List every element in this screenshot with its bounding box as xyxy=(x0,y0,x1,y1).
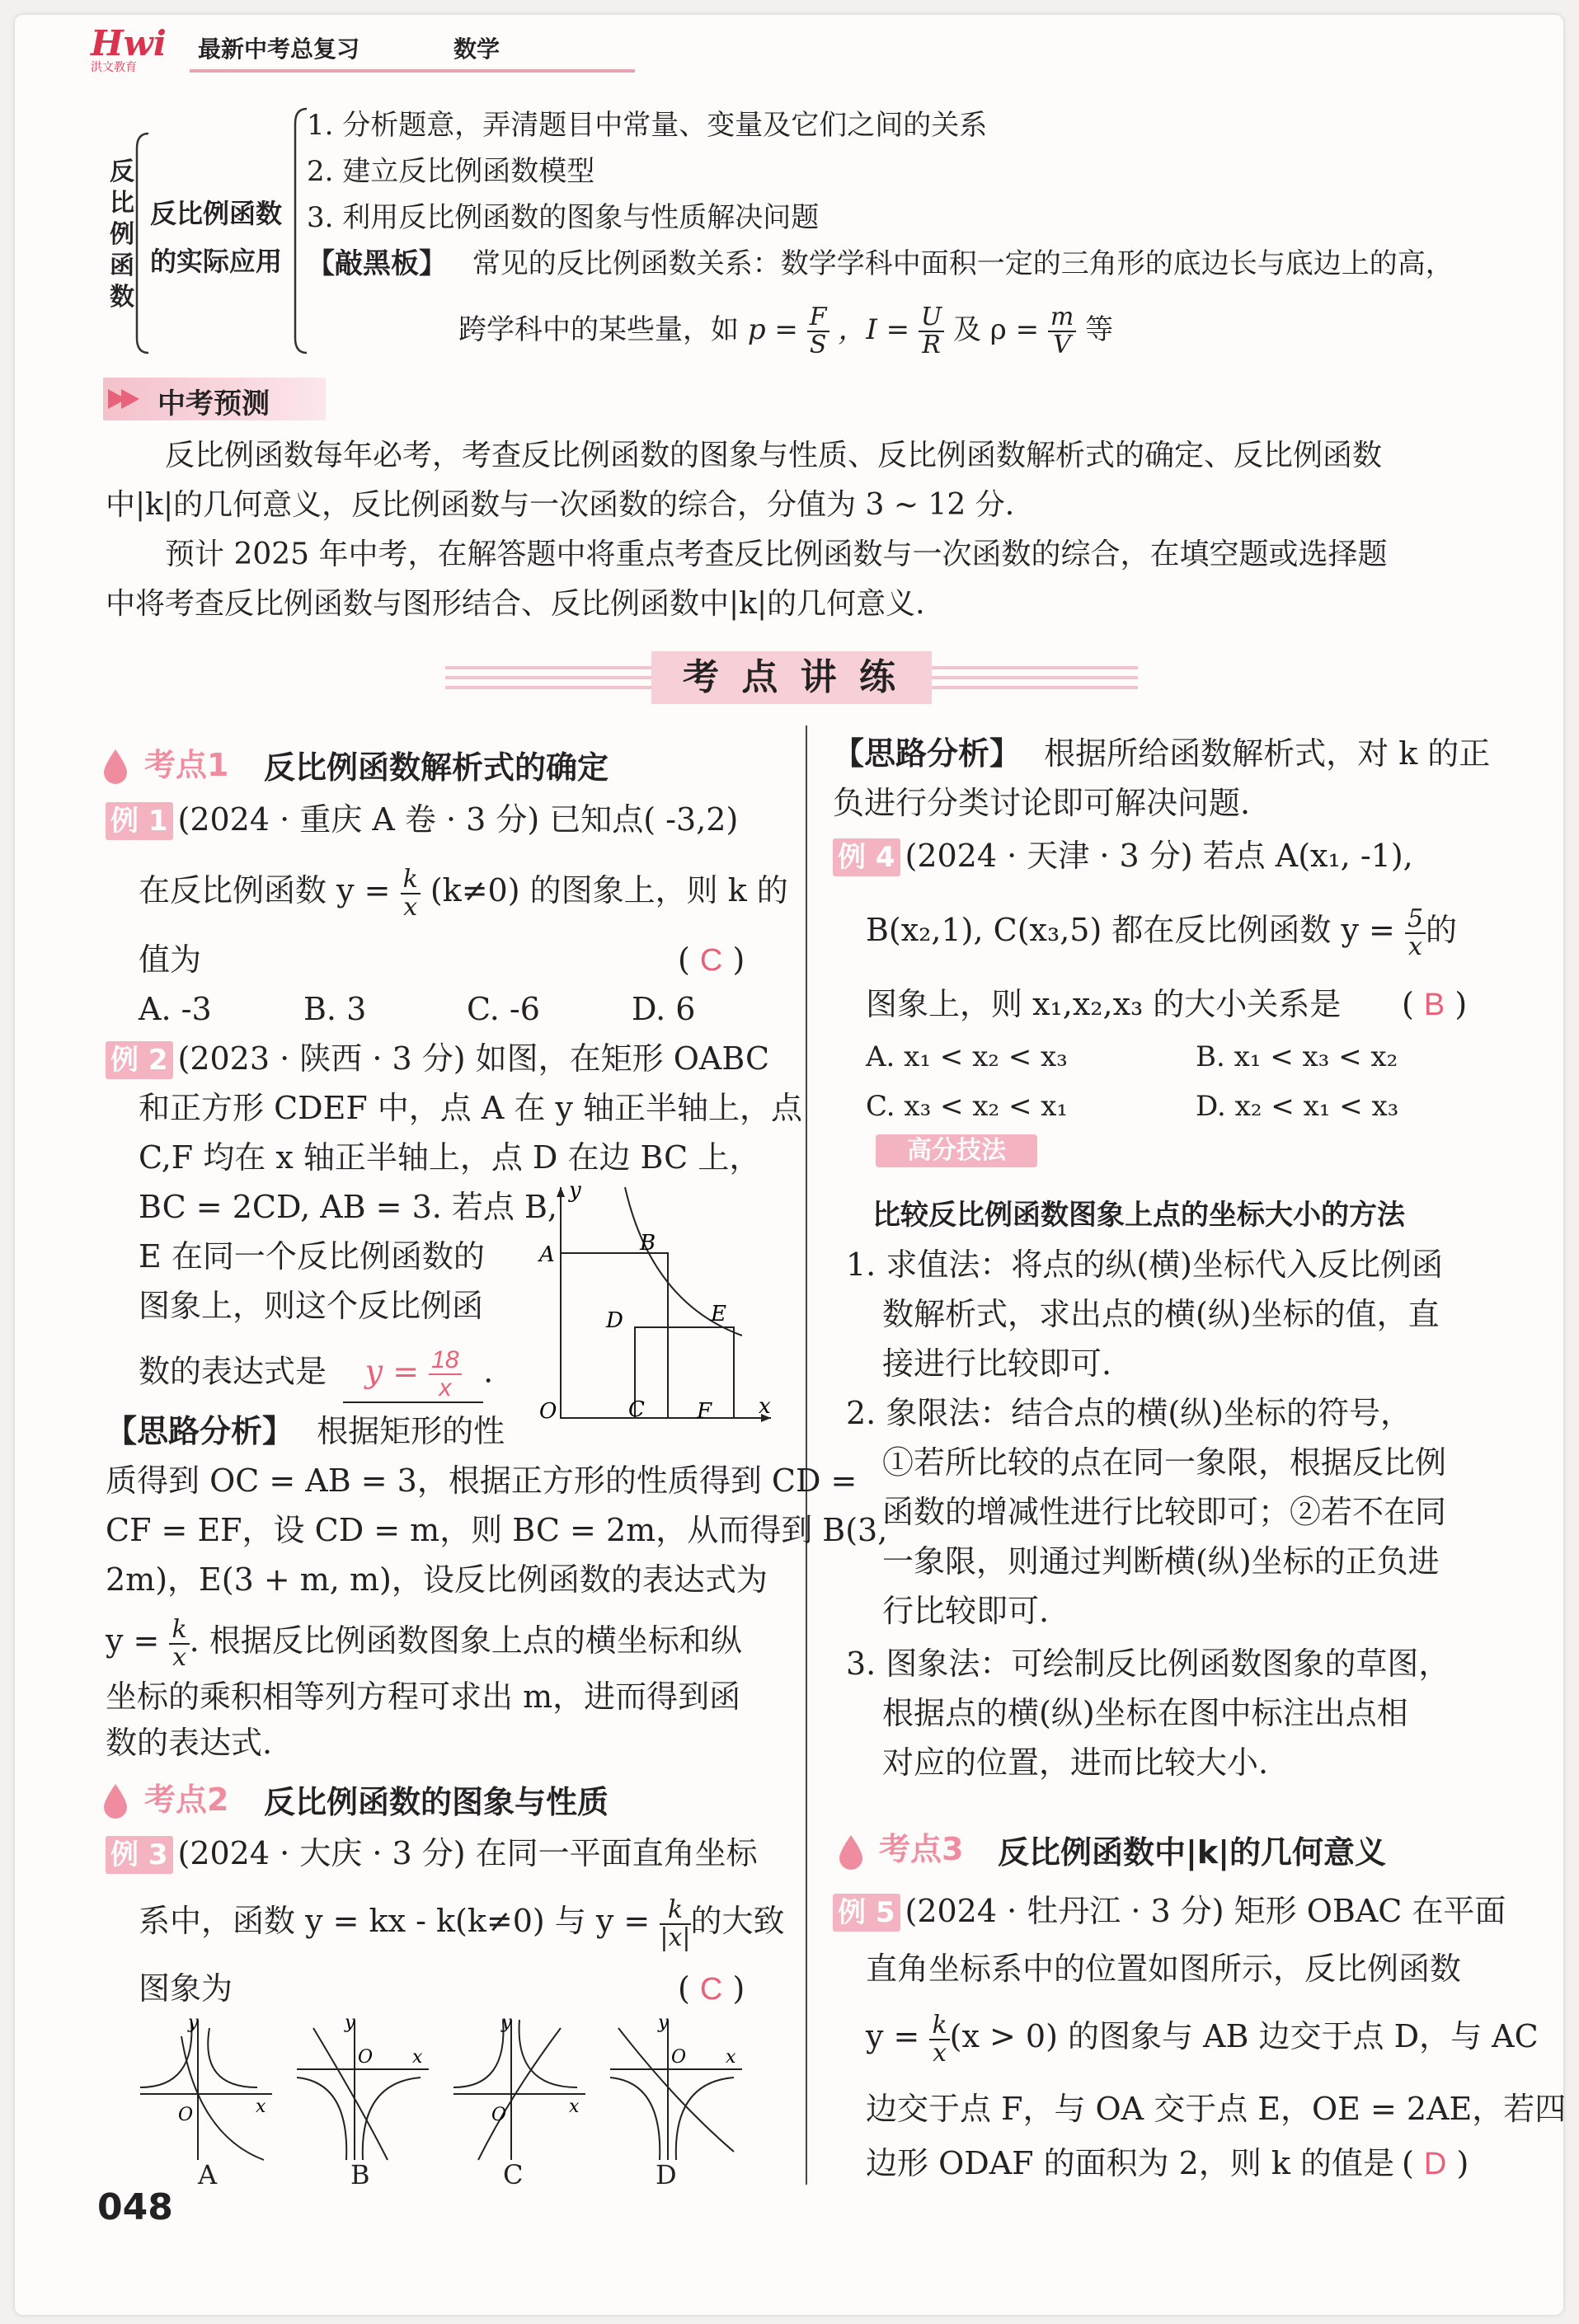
ex2-analysis-line7: 数的表达式. xyxy=(106,1725,273,1761)
axis-o-label: O xyxy=(358,2047,374,2068)
drop-icon xyxy=(834,1832,867,1873)
ex2-answer-frac: $\frac{18}{x}$ xyxy=(429,1347,461,1401)
column-divider xyxy=(806,725,807,2185)
label-A: A xyxy=(539,1242,555,1267)
tip2-line2: ①若所比较的点在同一象限，根据反比例 xyxy=(882,1444,1447,1481)
ex5-line3 xyxy=(866,2003,1539,2069)
ex3-answer: C xyxy=(699,1972,723,2007)
topic-line: 的实际应用 xyxy=(150,246,283,277)
formula-p: p = xyxy=(747,313,798,346)
page-number: 048 xyxy=(97,2186,173,2228)
label-x: x xyxy=(759,1394,771,1419)
ex3-text: 系中，函数 y = kx - k(k≠0) 与 y = xyxy=(139,1903,651,1939)
axis-x-label: x xyxy=(412,2047,423,2068)
ex3-text: (2024 · 大庆 · 3 分) 在同一平面直角坐标 xyxy=(177,1835,758,1871)
ex1-frac: $\frac{k}{x}$ xyxy=(401,866,421,921)
ex4-text: 的 xyxy=(1426,912,1458,948)
ex5-line5: 边形 ODAF 的面积为 2，则 k 的值是 xyxy=(866,2145,1395,2181)
drop-icon xyxy=(99,746,132,787)
tip2-line3: 函数的增减性进行比较即可；②若不在同 xyxy=(882,1494,1447,1530)
ex4-option-a: A. x₁ < x₂ < x₃ xyxy=(866,1040,1068,1073)
ex1-option-c: C. -6 xyxy=(467,991,540,1027)
ex5-line1 xyxy=(833,1888,1506,1934)
ex2-line7: 数的表达式是 y = $\frac{18}{x}$ . xyxy=(139,1346,494,1401)
ex3-label-D: D xyxy=(656,2159,677,2190)
ex3-text: 的大致 xyxy=(690,1903,785,1939)
ex4-option-c: C. x₃ < x₂ < x₁ xyxy=(866,1090,1069,1123)
outline-brace-left xyxy=(132,132,152,354)
axis-y-label: y xyxy=(501,2012,512,2033)
side-char: 例 xyxy=(110,220,134,249)
ex2-line4: BC = 2CD, AB = 3. 若点 B, xyxy=(139,1189,558,1225)
ex2-answer-blank xyxy=(343,1347,483,1403)
graph-C xyxy=(453,2012,585,2160)
ex3-analysis-line2: 负进行分类讨论即可解决问题. xyxy=(833,785,1251,821)
ex4-text: (2024 · 天津 · 3 分) 若点 A(x₁, -1), xyxy=(905,838,1413,874)
y-axis-arrow xyxy=(557,1187,565,1197)
blackboard-formula-line xyxy=(458,297,1113,363)
tip3-line1: 3. 图象法：可绘制反比例函数图象的草图， xyxy=(846,1646,1450,1682)
section-title-band xyxy=(445,658,1138,701)
label-y: y xyxy=(569,1179,581,1203)
ex5-line2: 直角坐标系中的位置如图所示，反比例函数 xyxy=(866,1951,1462,1987)
formula-i-frac: $\frac{U}{R}$ xyxy=(919,304,944,359)
ex3-analysis-line1 xyxy=(833,730,1490,777)
forecast-p1-l1: 反比例函数每年必考，考查反比例函数的图象与性质、反比例函数解析式的确定、反比例函数 xyxy=(165,439,1383,472)
forecast-p2-l2: 中将考查反比例函数与图形结合、反比例函数中|k|的几何意义. xyxy=(106,587,925,621)
ex1-text: 在反比例函数 y = xyxy=(139,872,391,908)
tip2-line5: 行比较即可. xyxy=(882,1593,1050,1629)
outline-topic xyxy=(150,190,282,285)
kd2-badge: 考点2 xyxy=(144,1782,229,1818)
kd3-title: 反比例函数中|k|的几何意义 xyxy=(998,1834,1387,1871)
ex2-analysis-line4: 2m)，E(3 + m, m)，设反比例函数的表达式为 xyxy=(106,1561,768,1598)
kd1-title: 反比例函数解析式的确定 xyxy=(264,749,609,786)
ex2-graph xyxy=(528,1179,775,1434)
blackboard-text: 常见的反比例函数关系：数学学科中面积一定的三角形的底边长与底边上的高， xyxy=(472,247,1454,280)
ex5-line4: 边交于点 F，与 OA 交于点 E，OE = 2AE，若四 xyxy=(866,2091,1567,2127)
side-char: 反 xyxy=(110,157,134,186)
axis-x-label: x xyxy=(569,2096,580,2117)
ex1-text: (2024 · 重庆 A 卷 · 3 分) 已知点( -3,2) xyxy=(177,801,739,838)
ex2-text: 数的表达式是 xyxy=(139,1353,327,1390)
header-subject: 数学 xyxy=(453,35,500,63)
ex1-option-a: A. -3 xyxy=(139,991,212,1027)
section-title: 考 点 讲 练 xyxy=(651,651,932,704)
analysis-text: 根据所给函数解析式，对 k 的正 xyxy=(1044,735,1491,772)
ex5-answer: D xyxy=(1423,2147,1447,2181)
formula-rho: 及 ρ = xyxy=(952,313,1040,346)
outline-step-2: 2. 建立反比例函数模型 xyxy=(307,155,595,188)
outline-step-1: 1. 分析题意，弄清题目中常量、变量及它们之间的关系 xyxy=(307,109,988,142)
header-rule xyxy=(190,69,635,73)
kd3-badge: 考点3 xyxy=(879,1831,964,1867)
axis-o-label: O xyxy=(671,2047,687,2068)
axis-y-label: y xyxy=(188,2012,199,2033)
ex1-text: (k≠0) 的图象上，则 k 的 xyxy=(430,872,788,908)
label-E: E xyxy=(711,1302,726,1326)
ex1-answer-box: ( C ) xyxy=(678,941,745,978)
ex4-line1 xyxy=(833,833,1413,879)
ex1-option-d: D. 6 xyxy=(632,991,696,1027)
ex2-line1 xyxy=(106,1035,769,1082)
analysis-frac: $\frac{k}{x}$ xyxy=(169,1617,189,1671)
forecast-p2-l1: 预计 2025 年中考，在解答题中将重点考查反比例函数与一次函数的综合，在填空题或选择题 xyxy=(165,538,1388,571)
ex5-text: (2024 · 牡丹江 · 3 分) 矩形 OBAC 在平面 xyxy=(905,1893,1506,1929)
ex4-option-d: D. x₂ < x₁ < x₃ xyxy=(1196,1090,1399,1123)
logo-text: Hwi xyxy=(91,23,167,63)
forecast-p1-l2: 中|k|的几何意义，反比例函数与一次函数的综合，分值为 3 ~ 12 分. xyxy=(106,488,1015,522)
formula-i: ，I = xyxy=(838,313,910,346)
logo-sub: 洪文教育 xyxy=(91,61,137,74)
square-CDEF xyxy=(635,1327,734,1418)
side-char: 数 xyxy=(110,283,134,312)
ex5-frac: $\frac{k}{x}$ xyxy=(929,2012,949,2067)
label-C: C xyxy=(628,1397,645,1422)
tip1-line3: 接进行比较即可. xyxy=(882,1345,1112,1382)
axis-x-label: x xyxy=(256,2096,266,2117)
ex5-answer-box: ( D ) xyxy=(1402,2145,1469,2181)
tip1-line2: 数解析式，求出点的横(纵)坐标的值，直 xyxy=(882,1296,1440,1332)
graph-D xyxy=(610,2012,742,2160)
topic-line: 反比例函数 xyxy=(150,198,283,229)
ex2-line3: C,F 均在 x 轴正半轴上，点 D 在边 BC 上， xyxy=(139,1139,761,1176)
ex3-badge: 例 3 xyxy=(106,1836,173,1874)
ex3-label-C: C xyxy=(503,2159,524,2190)
ex3-graphs xyxy=(132,2012,775,2168)
ex1-option-b: B. 3 xyxy=(303,991,367,1027)
tip3-line3: 对应的位置，进而比较大小. xyxy=(882,1744,1269,1781)
formula-p-frac: $\frac{F}{S}$ xyxy=(807,304,829,359)
graph-B xyxy=(297,2012,429,2160)
blackboard-label: 【敲黑板】 xyxy=(307,247,447,280)
label-D: D xyxy=(606,1308,623,1333)
ex3-answer-box: ( C ) xyxy=(678,1970,745,2007)
ex4-answer: B xyxy=(1423,988,1445,1022)
ex5-text: y = xyxy=(866,2018,920,2054)
side-char: 函 xyxy=(110,251,134,280)
forecast-title: 中考预测 xyxy=(157,387,270,420)
ex1-line1 xyxy=(106,796,738,843)
ex2-analysis-line6: 坐标的乘积相等列方程可求出 m，进而得到函 xyxy=(106,1678,741,1715)
ex3-label-A: A xyxy=(198,2159,218,2190)
tip2-line1: 2. 象限法：结合点的横(纵)坐标的符号， xyxy=(846,1395,1412,1431)
tip2-line4: 一象限，则通过判断横(纵)坐标的正负进 xyxy=(882,1543,1440,1580)
ex2-line2: 和正方形 CDEF 中，点 A 在 y 轴正半轴上，点 xyxy=(139,1090,803,1126)
blackboard-text2: 跨学科中的某些量，如 xyxy=(458,313,739,346)
ex4-line3: 图象上，则 x₁,x₂,x₃ 的大小关系是 xyxy=(866,986,1342,1022)
ex5-text: (x > 0) 的图象与 AB 边交于点 D，与 AC xyxy=(949,2018,1539,2054)
label-O: O xyxy=(539,1399,557,1424)
ex2-analysis-line3: CF = EF，设 CD = m，则 BC = 2m，从而得到 B(3, xyxy=(106,1512,888,1548)
ex2-analysis-line2: 质得到 OC = AB = 3，根据正方形的性质得到 CD = xyxy=(106,1462,858,1499)
blackboard-line xyxy=(307,241,1454,287)
ex1-line2 xyxy=(139,857,788,923)
side-char: 比 xyxy=(110,189,134,218)
axis-x-label: x xyxy=(726,2047,736,2068)
ex3-line1 xyxy=(106,1830,758,1876)
ex1-answer: C xyxy=(699,943,723,978)
analysis-text: y = xyxy=(106,1622,160,1659)
label-F: F xyxy=(697,1399,712,1424)
kd1-badge: 考点1 xyxy=(144,747,229,783)
axis-o-label: O xyxy=(491,2105,507,2125)
formula-end: 等 xyxy=(1085,313,1114,346)
ex3-frac: $\frac{k}{|x|}$ xyxy=(660,1894,691,1952)
outline-step-3: 3. 利用反比例函数的图象与性质解决问题 xyxy=(307,201,820,234)
ex2-analysis-line5 xyxy=(106,1608,742,1674)
ex3-label-B: B xyxy=(350,2159,370,2190)
formula-rho-frac: $\frac{m}{V}$ xyxy=(1048,304,1076,359)
arrow-icon xyxy=(108,386,144,412)
ex4-badge: 例 4 xyxy=(833,838,900,876)
ex2-badge: 例 2 xyxy=(106,1041,173,1079)
header-title: 最新中考总复习 xyxy=(198,35,360,63)
ex3-line2 xyxy=(139,1888,785,1954)
forecast-heading xyxy=(103,378,326,420)
ex4-option-b: B. x₁ < x₃ < x₂ xyxy=(1196,1040,1398,1073)
header xyxy=(91,23,552,81)
ex4-frac: $\frac{5}{x}$ xyxy=(1405,906,1426,960)
rect-OABC xyxy=(561,1253,668,1418)
ex4-answer-box: ( B ) xyxy=(1402,986,1468,1022)
analysis-text: 根据矩形的性 xyxy=(317,1413,505,1449)
tip3-line2: 根据点的横(纵)坐标在图中标注出点相 xyxy=(882,1695,1408,1731)
tip1-line1: 1. 求值法：将点的纵(横)坐标代入反比例函 xyxy=(846,1247,1443,1283)
analysis-text: . 根据反比例函数图象上点的横坐标和纵 xyxy=(189,1622,742,1659)
axis-y-label: y xyxy=(345,2012,355,2033)
ex2-analysis-line1 xyxy=(106,1408,505,1454)
kd2-title: 反比例函数的图象与性质 xyxy=(264,1784,609,1820)
logo xyxy=(91,23,167,75)
ex2-line5: E 在同一个反比例函数的 xyxy=(139,1238,485,1275)
axis-y-label: y xyxy=(658,2012,669,2033)
ex2-text: (2023 · 陕西 · 3 分) 如图，在矩形 OABC xyxy=(177,1040,770,1077)
axis-o-label: O xyxy=(178,2105,194,2125)
drop-icon xyxy=(99,1781,132,1822)
tip-badge: 高分技法 xyxy=(876,1134,1037,1167)
ex1-badge: 例 1 xyxy=(106,802,173,840)
ex3-line3: 图象为 xyxy=(139,1970,233,2007)
ex4-text: B(x₂,1), C(x₃,5) 都在反比例函数 y = xyxy=(866,912,1395,948)
ex2-line6: 图象上，则这个反比例函 xyxy=(139,1288,484,1324)
ex4-line2 xyxy=(866,897,1457,963)
label-B: B xyxy=(640,1231,656,1256)
analysis-label: 【思路分析】 xyxy=(833,735,1022,772)
analysis-label: 【思路分析】 xyxy=(106,1413,294,1449)
ex2-answer: y = xyxy=(364,1353,420,1390)
graph-A xyxy=(140,2012,272,2160)
ex5-badge: 例 5 xyxy=(833,1894,900,1932)
ex1-line3: 值为 xyxy=(139,941,202,978)
tip-title: 比较反比例函数图象上点的坐标大小的方法 xyxy=(872,1199,1405,1232)
